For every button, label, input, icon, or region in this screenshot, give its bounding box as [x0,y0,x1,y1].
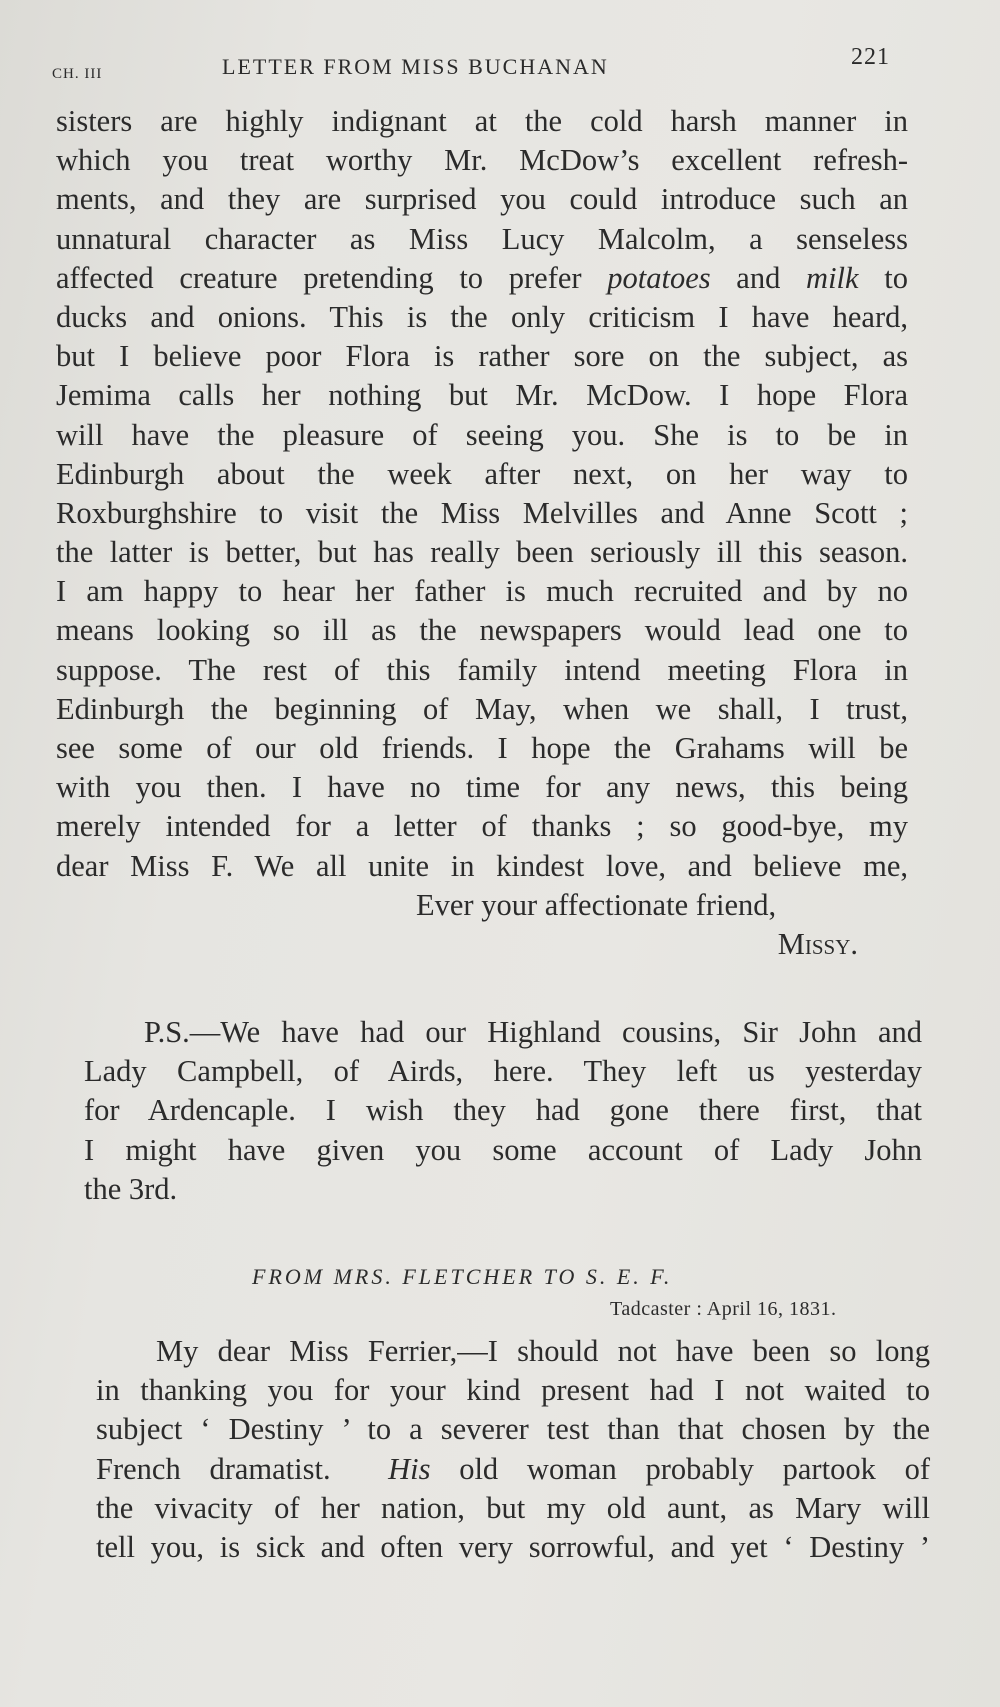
italic-word: potatoes [607,260,711,295]
text-line: for Ardencaple. I wish they had gone there first, that [84,1093,922,1128]
postscript [84,1013,922,1209]
text-line: the latter is better, but has really been seriously ill this season. [56,535,908,570]
letter-body [56,102,908,964]
text-line: subject ‘ Destiny ’ to a severer test than that chosen by the [96,1412,930,1447]
text-line: dear Miss F. We all unite in kindest love, and believe me, [56,848,908,883]
signature: Missy. [777,926,858,961]
text-line: Lady Campbell, of Airds, here. They left us yesterday [84,1054,922,1089]
text-line: with you then. I have no time for any news, this being [56,770,908,805]
text-line: means looking so ill as the newspapers would lead one to [56,613,908,648]
text-line: suppose. The rest of this family intend meeting Flora in [56,652,908,687]
text-line: ducks and onions. This is the only criticism I have heard, [56,299,908,334]
text-line: unnatural character as Miss Lucy Malcolm, a senseless [56,221,908,256]
text-line: I might have given you some account of Lady John [84,1132,922,1167]
text-line: the 3rd. [84,1171,178,1206]
dateline: Tadcaster : April 16, 1831. [610,1298,837,1320]
text-line: Edinburgh the beginning of May, when we shall, I trust, [56,691,908,726]
text-line: but I believe poor Flora is rather sore on the subject, as [56,339,908,374]
text-line: P.S.—We have had our Highland cousins, Sir John and [144,1015,922,1049]
valediction: Ever your affectionate friend, [416,887,777,922]
second-letter-body [96,1332,930,1567]
running-head [52,44,902,84]
italic-word: His [388,1451,431,1486]
italic-word: milk [806,260,859,295]
text-line: merely intended for a letter of thanks ; so good-bye, my [56,809,908,844]
text-line: tell you, is sick and often very sorrowful, and yet ‘ Destiny ’ [96,1529,930,1564]
text-line: Edinburgh about the week after next, on her way to [56,456,908,491]
text-line: see some of our old friends. I hope the Grahams will be [56,731,908,765]
text-line: in thanking you for your kind present had I not waited to [96,1373,930,1408]
text-line: Roxburghshire to visit the Miss Melvilles and Anne Scott ; [56,495,908,530]
text-line-italic-words: affected creature pretending to prefer potatoes and milk to [56,260,908,295]
text-line: I am happy to hear her father is much recruited and by no [56,574,908,609]
text-line: sisters are highly indignant at the cold harsh manner in [56,104,908,138]
text-line: ments, and they are surprised you could introduce such an [56,182,908,217]
text-line-italic-word: French dramatist. His old woman probably partook of [96,1451,930,1486]
page-number: 221 [851,44,890,70]
text-line: which you treat worthy Mr. McDow’s excellent refresh- [56,143,908,178]
text-line: My dear Miss Ferrier,—I should not have been so long [156,1334,930,1368]
text-line: Jemima calls her nothing but Mr. McDow. I hope Flora [56,378,908,413]
letter-heading: FROM MRS. FLETCHER TO S. E. F. [252,1264,673,1289]
text-line: the vivacity of her nation, but my old aunt, as Mary will [96,1490,930,1525]
running-title: LETTER FROM MISS BUCHANAN [222,54,609,79]
text-line: will have the pleasure of seeing you. She is to be in [56,417,908,452]
chapter-label: CH. III [52,66,103,82]
